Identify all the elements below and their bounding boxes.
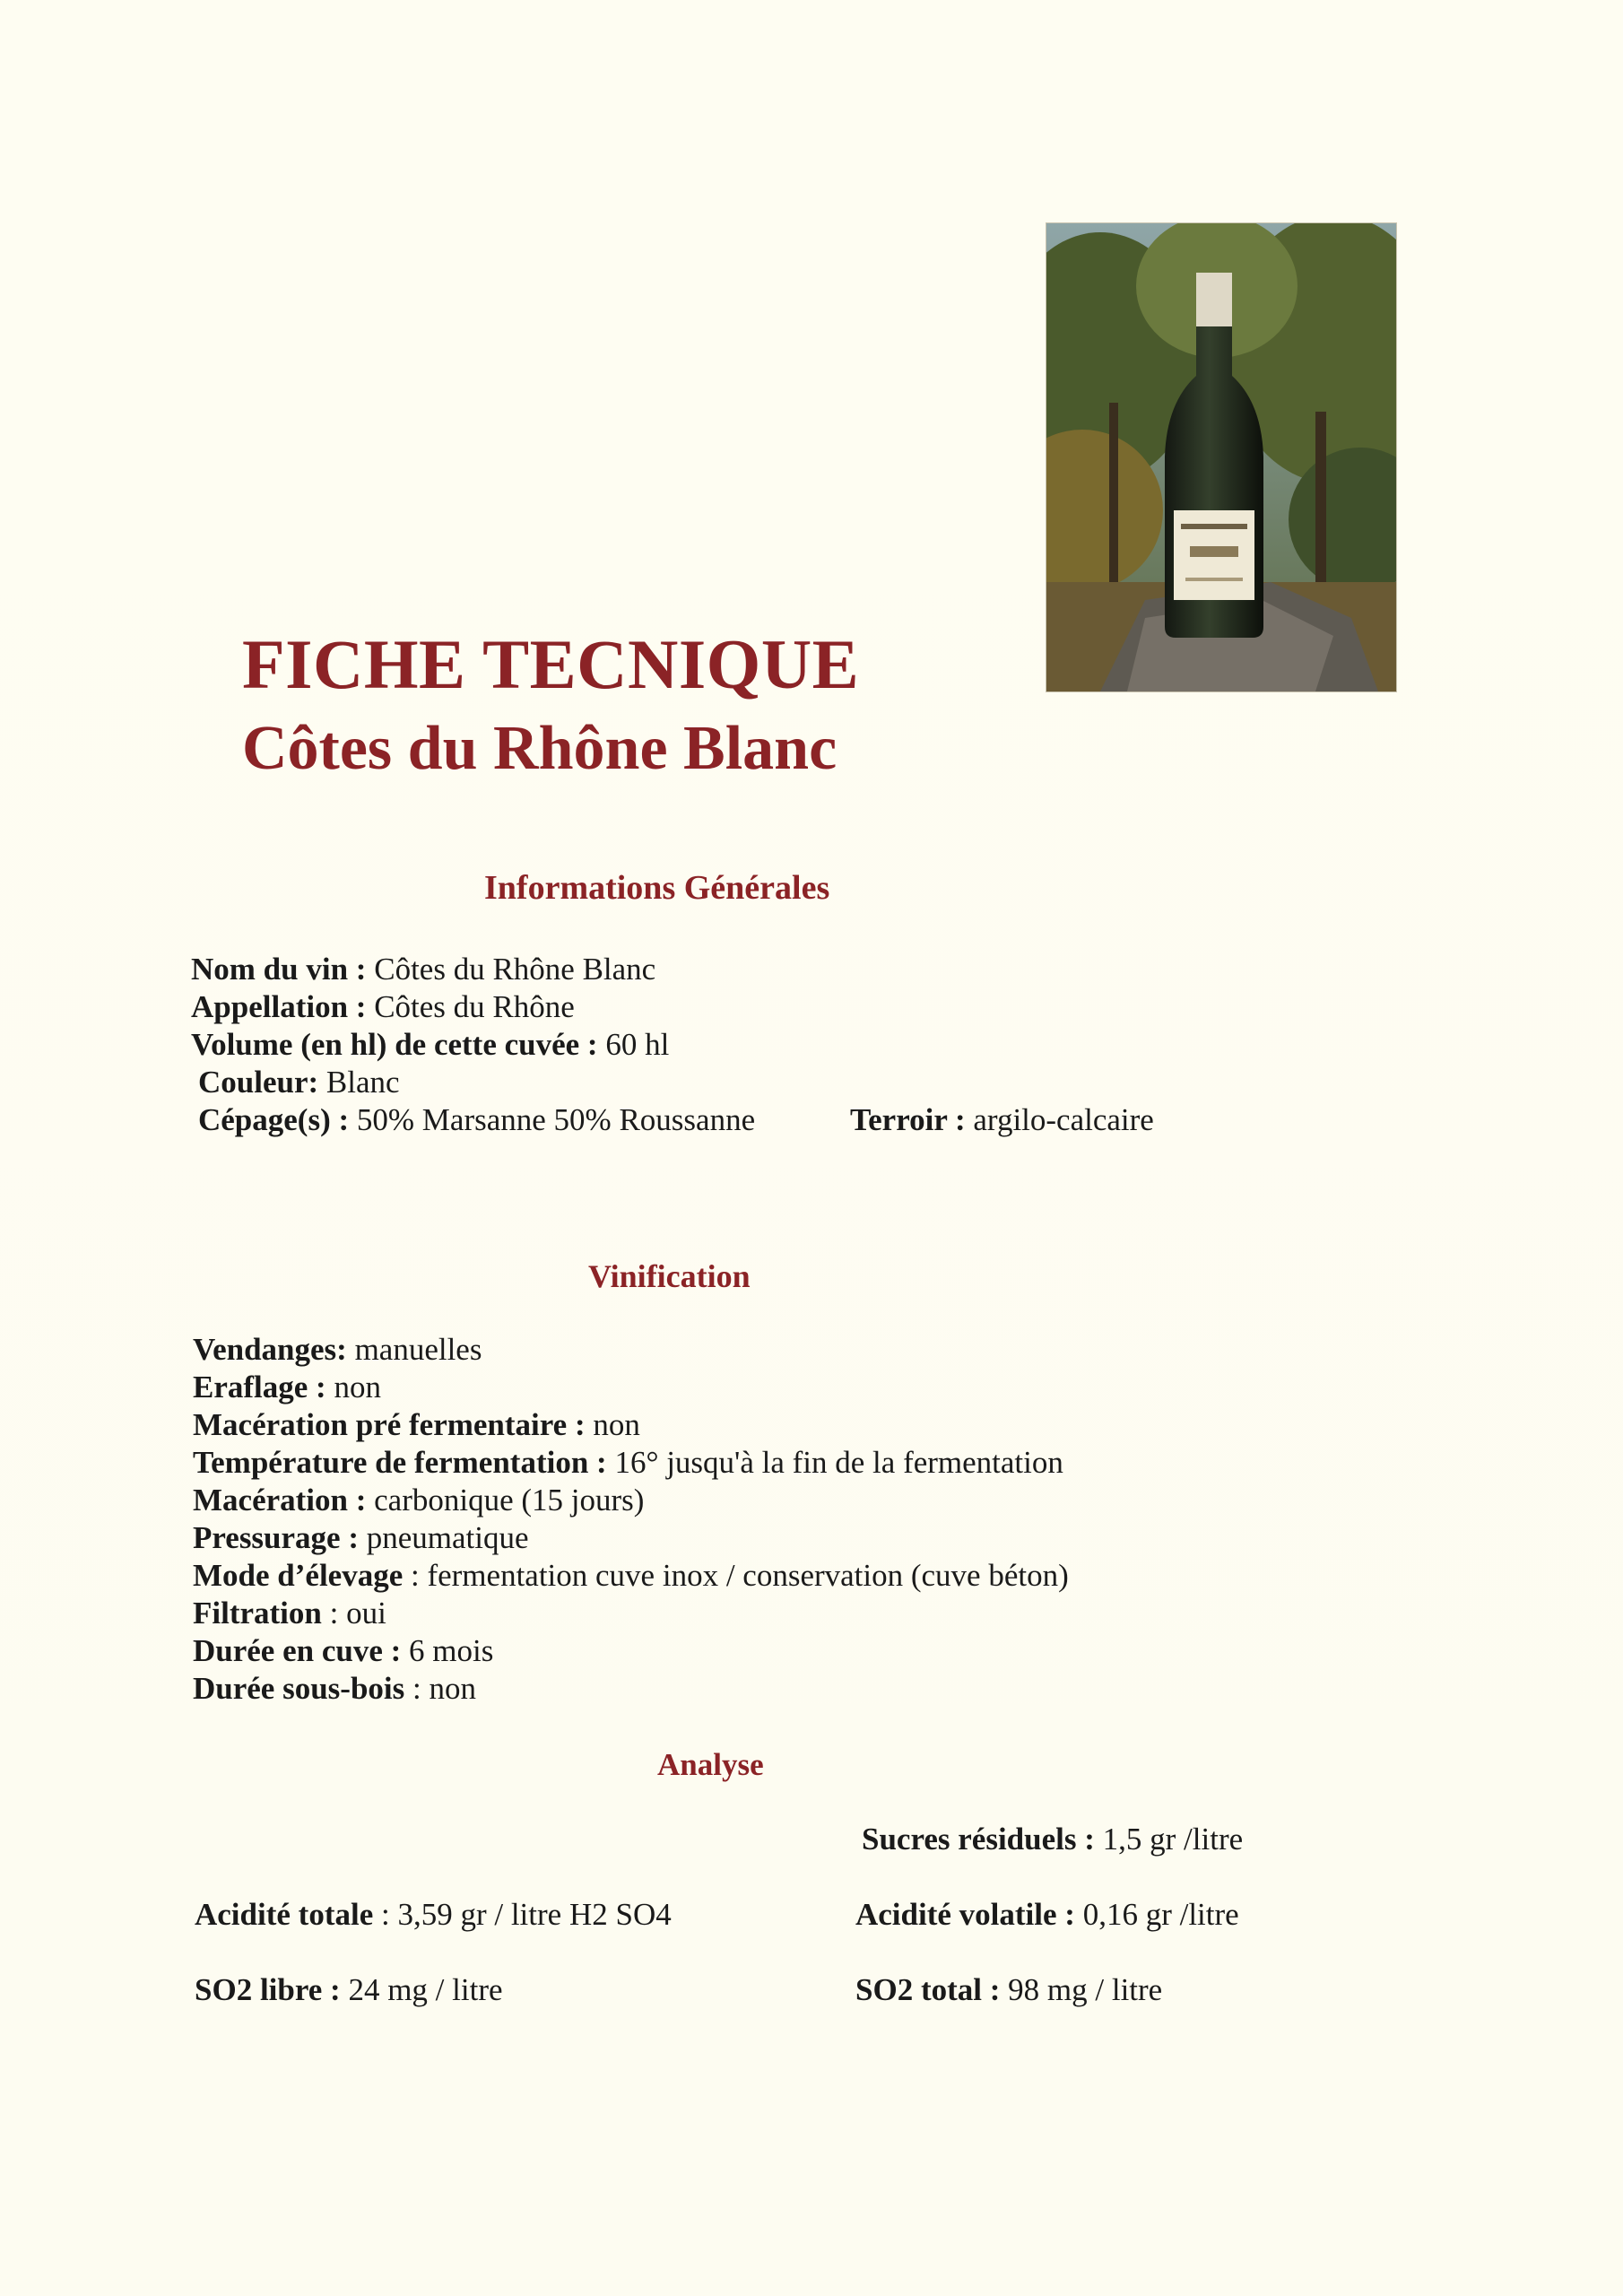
analyse-value: 24 mg / litre — [340, 1972, 503, 2007]
vinification-item — [193, 1331, 482, 1369]
info-row-appellation — [191, 988, 575, 1026]
item-label: Macération : — [193, 1483, 367, 1518]
info-row-terroir — [850, 1101, 1154, 1139]
analyse-value: : 3,59 gr / litre H2 SO4 — [373, 1897, 672, 1932]
info-label: Appellation : — [191, 989, 367, 1024]
analyse-value: 1,5 gr /litre — [1094, 1822, 1244, 1857]
analyse-label: Acidité totale — [195, 1897, 374, 1932]
item-label: Température de fermentation : — [193, 1445, 607, 1480]
section-heading-analyse: Analyse — [657, 1747, 764, 1782]
info-value: Côtes du Rhône Blanc — [366, 952, 656, 987]
analyse-label: Acidité volatile : — [855, 1897, 1075, 1932]
analyse-label: SO2 total : — [855, 1972, 1001, 2007]
info-row-couleur — [198, 1064, 400, 1101]
item-label: Filtration — [193, 1596, 322, 1631]
item-value: non — [325, 1370, 381, 1405]
vinification-item — [193, 1482, 644, 1519]
vinification-item — [193, 1632, 493, 1670]
info-value: Blanc — [318, 1065, 400, 1100]
item-label: Pressurage : — [193, 1520, 359, 1555]
item-value: 16° jusqu'à la fin de la fermentation — [606, 1445, 1063, 1480]
item-value: : fermentation cuve inox / conservation (cuve béton) — [403, 1558, 1069, 1593]
item-value: : non — [404, 1671, 477, 1706]
vinification-item — [193, 1519, 529, 1557]
document-title: FICHE TECNIQUE — [242, 625, 860, 703]
item-label: Eraflage : — [193, 1370, 326, 1405]
info-value: argilo-calcaire — [965, 1102, 1154, 1137]
info-label: Terroir : — [850, 1102, 966, 1137]
analyse-row-acidite-totale — [195, 1896, 672, 1934]
analyse-row-sucres — [862, 1821, 1243, 1858]
item-value: : oui — [321, 1596, 386, 1631]
info-label: Nom du vin : — [191, 952, 367, 987]
wine-bottle-photo — [1046, 222, 1397, 692]
info-row-volume — [191, 1026, 669, 1064]
analyse-value: 98 mg / litre — [1000, 1972, 1163, 2007]
info-value: 50% Marsanne 50% Roussanne — [349, 1102, 756, 1137]
item-value: non — [585, 1407, 640, 1442]
vinification-item — [193, 1670, 476, 1708]
section-heading-vinification: Vinification — [588, 1258, 751, 1294]
analyse-label: Sucres résiduels : — [862, 1822, 1095, 1857]
vinification-item — [193, 1369, 381, 1406]
item-value: pneumatique — [359, 1520, 529, 1555]
item-label: Mode d’élevage — [193, 1558, 404, 1593]
wine-name-subtitle: Côtes du Rhône Blanc — [242, 714, 838, 783]
info-label: Couleur: — [198, 1065, 319, 1100]
item-label: Vendanges: — [193, 1332, 347, 1367]
analyse-row-so2-total — [855, 1971, 1162, 2009]
vinification-item — [193, 1444, 1063, 1482]
info-label: Volume (en hl) de cette cuvée : — [191, 1027, 598, 1062]
info-row-cepage — [198, 1101, 755, 1139]
info-label: Cépage(s) : — [198, 1102, 350, 1137]
section-heading-general: Informations Générales — [484, 869, 830, 907]
item-value: 6 mois — [401, 1633, 494, 1668]
info-value: 60 hl — [597, 1027, 670, 1062]
analyse-row-acidite-volatile — [855, 1896, 1239, 1934]
item-label: Macération pré fermentaire : — [193, 1407, 586, 1442]
analyse-row-so2-libre — [195, 1971, 503, 2009]
analyse-label: SO2 libre : — [195, 1972, 341, 2007]
item-label: Durée sous-bois — [193, 1671, 405, 1706]
analyse-value: 0,16 gr /litre — [1074, 1897, 1239, 1932]
vinification-item — [193, 1557, 1069, 1595]
vinification-item — [193, 1406, 640, 1444]
item-value: carbonique (15 jours) — [366, 1483, 645, 1518]
vinification-item — [193, 1595, 386, 1632]
item-label: Durée en cuve : — [193, 1633, 402, 1668]
info-value: Côtes du Rhône — [366, 989, 575, 1024]
info-row-nom — [191, 951, 655, 988]
item-value: manuelles — [346, 1332, 482, 1367]
